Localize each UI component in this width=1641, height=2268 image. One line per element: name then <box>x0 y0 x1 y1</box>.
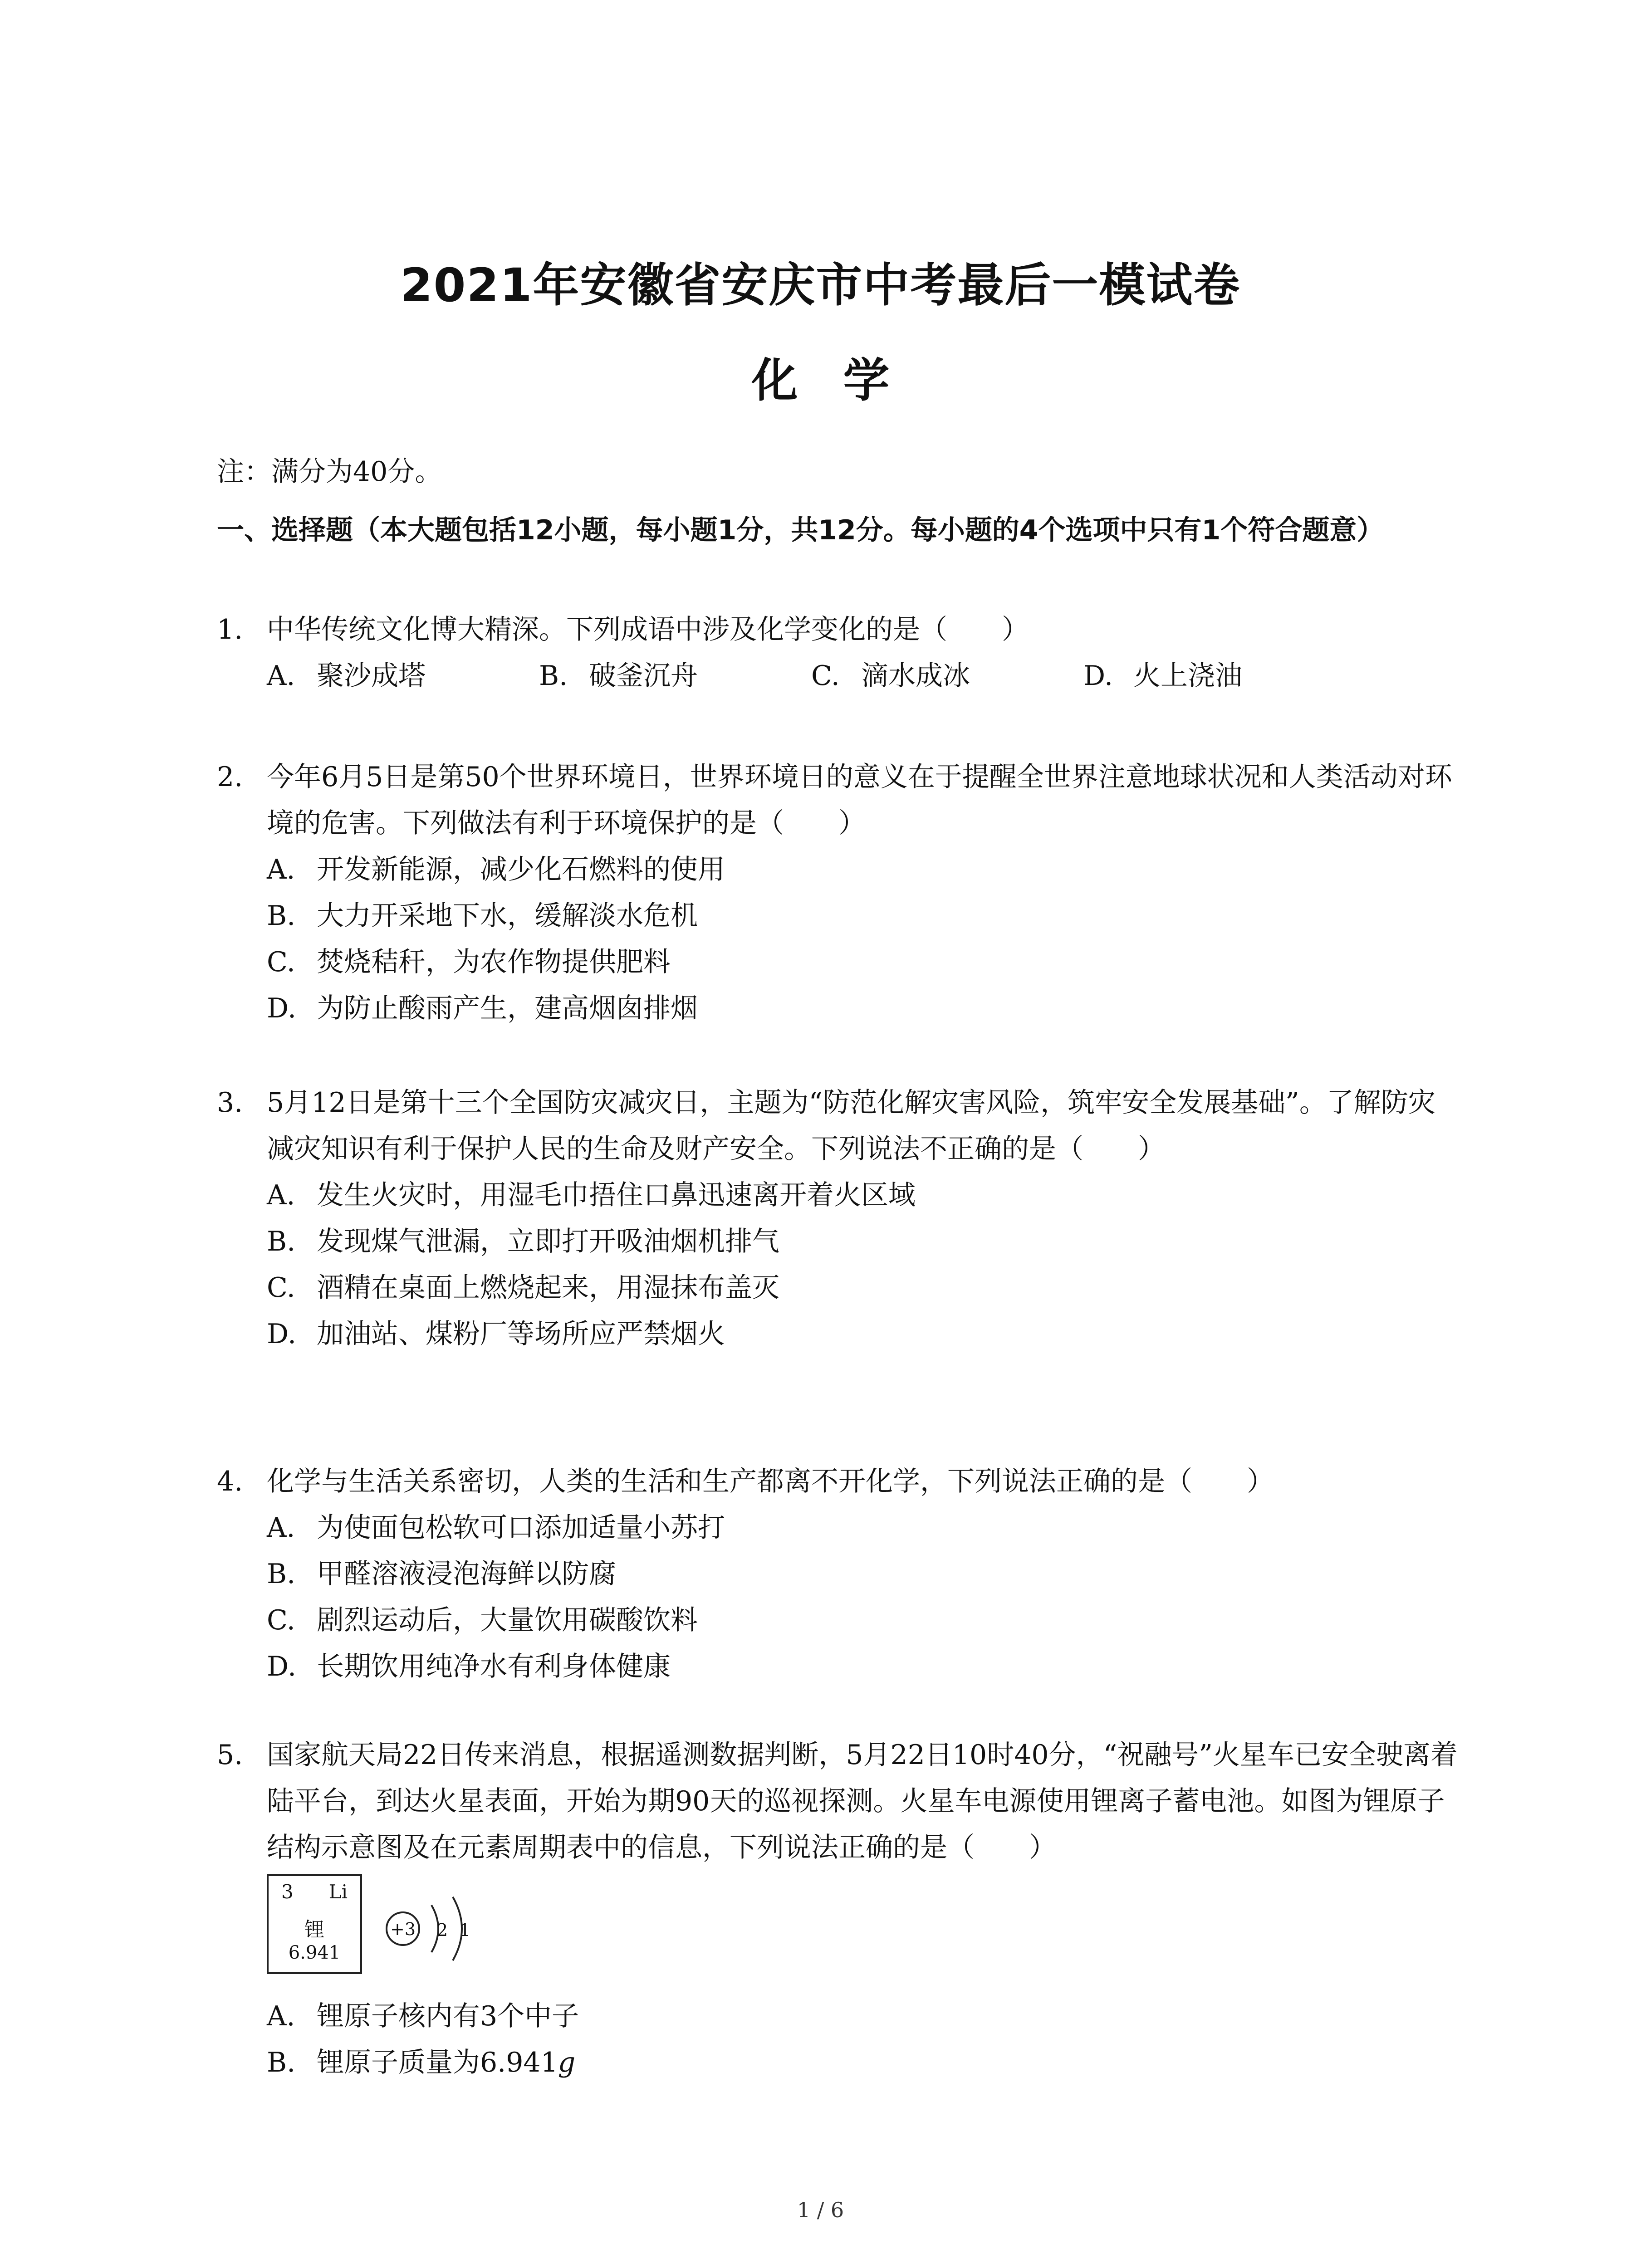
option-letter: D. <box>267 992 297 1024</box>
shell-2-electrons: 1 <box>459 1920 471 1940</box>
question-number: 1. <box>217 614 243 645</box>
option-letter: A. <box>267 1179 295 1211</box>
option-a <box>217 846 1460 893</box>
option-letter: A. <box>267 2000 295 2032</box>
option-letter: D. <box>267 1318 297 1350</box>
option-text: 酒精在桌面上燃烧起来，用湿抹布盖灭 <box>317 1272 779 1304</box>
option-text: 大力开采地下水，缓解淡水危机 <box>317 900 698 932</box>
question-4 <box>217 1458 1460 1690</box>
element-name: 锂 <box>304 1918 324 1941</box>
question-3 <box>217 1080 1460 1357</box>
question-stem <box>217 1080 1460 1172</box>
question-stem <box>217 754 1460 846</box>
shell-1-electrons: 2 <box>436 1920 448 1940</box>
option-text: 滴水成冰 <box>861 660 970 692</box>
option-text: 发生火灾时，用湿毛巾捂住口鼻迅速离开着火区域 <box>317 1179 916 1211</box>
question-stem <box>217 1732 1460 1871</box>
atomic-number: 3 <box>281 1881 294 1903</box>
question-text: 5月12日是第十三个全国防灾减灾日，主题为“防范化解灾害风险，筑牢安全发展基础”。了解防灾减灾知识有利于保护人民的生命及财产安全。下列说法不正确的是（ ） <box>267 1087 1435 1165</box>
question-text: 化学与生活关系密切，人类的生活和生产都离不开化学，下列说法正确的是（ ） <box>267 1466 1274 1497</box>
question-number: 4. <box>217 1466 243 1497</box>
atomic-mass: 6.941 <box>288 1942 341 1963</box>
option-text: 锂原子核内有3个中子 <box>317 2000 579 2032</box>
option-text: 剧烈运动后，大量饮用碳酸饮料 <box>317 1604 698 1636</box>
option-text: 长期饮用纯净水有利身体健康 <box>317 1651 671 1682</box>
question-stem <box>217 1458 1460 1505</box>
option-c <box>217 939 1460 985</box>
option-letter: B. <box>267 1558 296 1590</box>
question-text: 国家航天局22日传来消息，根据遥测数据判断，5月22日10时40分，“祝融号”火星车已安全驶离着陆平台，到达火星表面，开始为期90天的巡视探测。火星车电源使用锂离子蓄电池。如图为锂原子结构示意图及在元素周期表中的信息，下列说法正确的是（ ） <box>267 1739 1458 1863</box>
element-symbol: Li <box>328 1881 348 1903</box>
page-number: 1 / 6 <box>797 2198 844 2222</box>
section-heading: 一、选择题（本大题包括12小题，每小题1分，共12分。每小题的4个选项中只有1个符合题意） <box>217 514 1384 546</box>
option-a <box>217 1993 1460 2039</box>
option-b <box>539 653 811 699</box>
option-text: 火上浇油 <box>1133 660 1242 692</box>
option-d <box>217 1643 1460 1690</box>
option-letter: D. <box>267 1651 297 1682</box>
option-d <box>217 1311 1460 1357</box>
option-c <box>217 1265 1460 1311</box>
option-letter: A. <box>267 1512 295 1544</box>
option-text: 加油站、煤粉厂等场所应严禁烟火 <box>317 1318 725 1350</box>
question-2 <box>217 754 1460 1031</box>
option-d <box>217 985 1460 1031</box>
option-a <box>217 1505 1460 1551</box>
question-stem <box>217 606 1460 653</box>
question-number: 5. <box>217 1739 243 1771</box>
exam-title: 2021年安徽省安庆市中考最后一模试卷 <box>400 259 1241 313</box>
option-b <box>217 2039 1460 2086</box>
option-b <box>217 1551 1460 1597</box>
option-text: 焚烧秸秆，为农作物提供肥料 <box>317 946 671 978</box>
option-b <box>217 1218 1460 1265</box>
option-text: 锂原子质量为6.941 <box>317 2047 558 2078</box>
option-letter: B. <box>539 660 568 692</box>
option-text: 甲醛溶液浸泡海鲜以防腐 <box>317 1558 616 1590</box>
option-text: 为防止酸雨产生，建高烟囱排烟 <box>317 992 698 1024</box>
option-d <box>1083 653 1356 699</box>
options-row <box>217 653 1460 699</box>
option-text: 发现煤气泄漏，立即打开吸油烟机排气 <box>317 1226 779 1257</box>
option-text: 破釜沉舟 <box>589 660 698 692</box>
option-letter: C. <box>267 1604 295 1636</box>
option-letter: C. <box>267 1272 295 1304</box>
option-letter: B. <box>267 900 296 932</box>
periodic-table-cell <box>267 1874 362 1974</box>
option-text: 为使面包松软可口添加适量小苏打 <box>317 1512 725 1544</box>
question-number: 2. <box>217 761 243 793</box>
option-c <box>811 653 1083 699</box>
option-a <box>267 653 539 699</box>
option-letter: C. <box>811 660 840 692</box>
option-letter: A. <box>267 854 295 885</box>
option-c <box>217 1597 1460 1643</box>
question-text: 中华传统文化博大精深。下列成语中涉及化学变化的是（ ） <box>267 614 1029 645</box>
subject-title: 化学 <box>751 354 935 408</box>
option-letter: A. <box>267 660 295 692</box>
option-letter: B. <box>267 2047 296 2078</box>
option-letter: C. <box>267 946 295 978</box>
score-note: 注：满分为40分。 <box>217 456 442 488</box>
option-text: 聚沙成塔 <box>317 660 426 692</box>
option-unit: g <box>558 2047 576 2078</box>
lithium-figure <box>267 1874 539 1988</box>
option-b <box>217 893 1460 939</box>
nucleus-charge: +3 <box>390 1919 416 1939</box>
option-a <box>217 1172 1460 1218</box>
option-text: 开发新能源，减少化石燃料的使用 <box>317 854 725 885</box>
question-1 <box>217 606 1460 699</box>
question-text: 今年6月5日是第50个世界环境日，世界环境日的意义在于提醒全世界注意地球状况和人类活动对环境的危害。下列做法有利于环境保护的是（ ） <box>267 761 1452 839</box>
option-letter: D. <box>1083 660 1113 692</box>
question-5 <box>217 1732 1460 2086</box>
option-letter: B. <box>267 1226 296 1257</box>
atom-structure-diagram <box>378 1883 496 1974</box>
question-number: 3. <box>217 1087 243 1119</box>
